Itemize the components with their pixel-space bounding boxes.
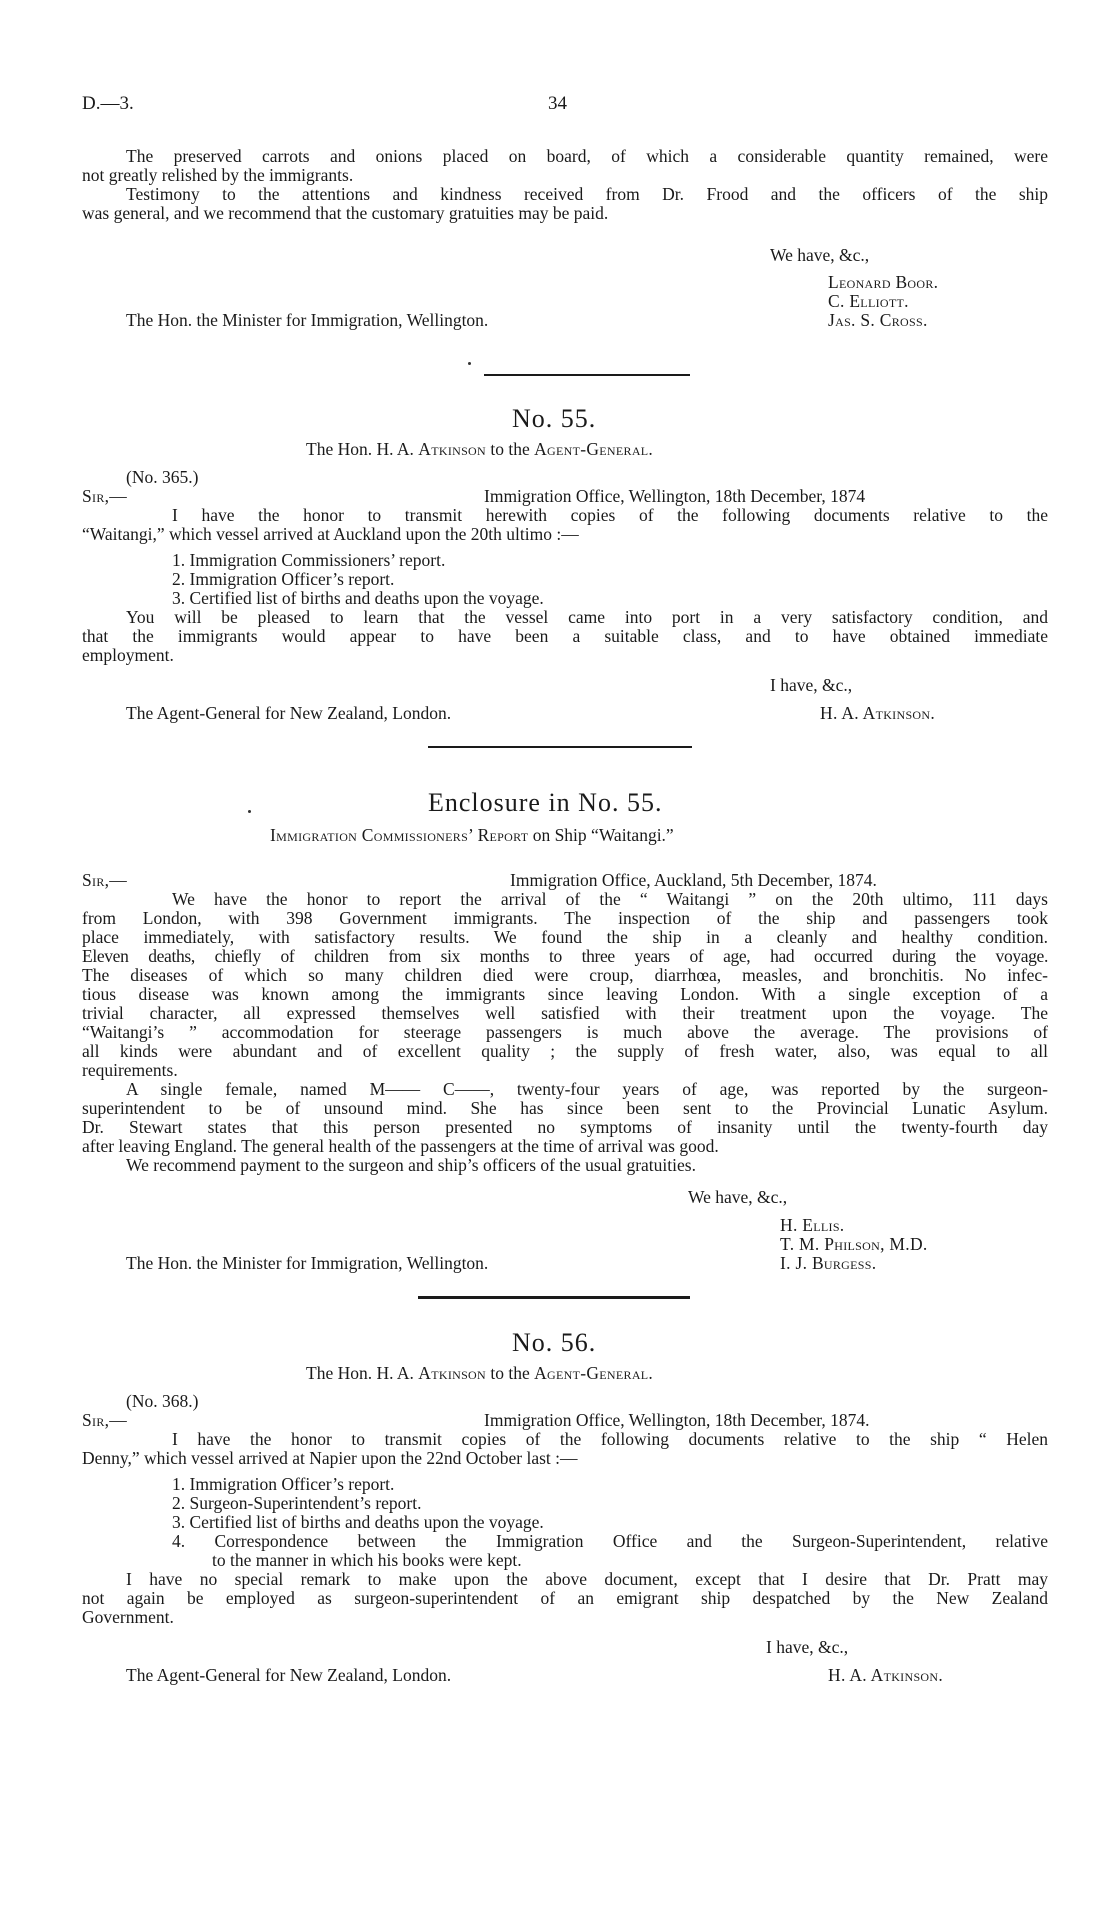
list-item: 2. Immigration Officer’s report. (172, 569, 395, 589)
paragraph-line: not greatly relished by the immigrants. (82, 165, 354, 185)
addressee: The Hon. the Minister for Immigration, Wellington. (126, 310, 489, 330)
closing: I have, &c., (770, 675, 853, 695)
paragraph-line: Eleven deaths, chiefly of children from six months to three years of age, had occurred during the voyage. (82, 946, 1048, 966)
ink-speck (468, 362, 471, 365)
location-date: Immigration Office, Wellington, 18th December, 1874. (484, 1410, 870, 1430)
paragraph-line: Denny,” which vessel arrived at Napier upon the 22nd October last :— (82, 1448, 578, 1468)
location-date: Immigration Office, Auckland, 5th December, 1874. (510, 870, 877, 890)
page-number: 34 (548, 93, 567, 114)
signatory: Leonard Boor. (828, 272, 939, 292)
signatory: C. Elliott. (828, 291, 909, 311)
divider-rule (428, 746, 692, 748)
from-prefix: The Hon. H. A. (306, 439, 414, 459)
paragraph-line: was general, and we recommend that the customary gratuities may be paid. (82, 203, 609, 223)
paragraph-line: We have the honor to report the arrival of the “ Waitangi ” on the 20th ultimo, 111 days (172, 889, 1048, 909)
paragraph-line: employment. (82, 645, 174, 665)
paragraph-line: Dr. Stewart states that this person presented no symptoms of insanity until the twenty-fourth day (82, 1117, 1048, 1137)
ink-speck (248, 810, 251, 813)
signatory: H. Ellis. (780, 1215, 845, 1235)
paragraph-line: that the immigrants would appear to have been a suitable class, and to have obtained immediate (82, 626, 1048, 646)
paragraph-line: I have the honor to transmit copies of the following documents relative to the ship “ Helen (172, 1429, 1048, 1449)
paragraph-line: trivial character, all expressed themselves well satisfied with their treatment upon the voyage. The (82, 1003, 1048, 1023)
paragraph-line: I have the honor to transmit herewith copies of the following documents relative to the (172, 505, 1048, 525)
list-item: 2. Surgeon-Superintendent’s report. (172, 1493, 422, 1513)
list-item: 4. Correspondence between the Immigration Office and the Surgeon-Superintendent, relative (172, 1531, 1048, 1551)
location-date: Immigration Office, Wellington, 18th December, 1874 (484, 486, 866, 506)
from-name: Atkinson (418, 439, 486, 459)
addressee: The Agent-General for New Zealand, London. (126, 1665, 452, 1685)
from-prefix: The Hon. H. A. (306, 1363, 414, 1383)
letter-subheading (306, 1364, 653, 1383)
divider-rule (484, 374, 690, 376)
list-item-continuation: to the manner in which his books were kept. (212, 1550, 522, 1570)
paragraph-line: A single female, named M—— C——, twenty-four years of age, was reported by the surgeon- (126, 1079, 1048, 1099)
paragraph-line: after leaving England. The general health of the passengers at the time of arrival was good. (82, 1136, 719, 1156)
closing: We have, &c., (770, 245, 870, 265)
salutation: Sir,— (82, 1410, 128, 1430)
signatory: T. M. Philson, M.D. (780, 1234, 928, 1254)
from-name: Atkinson (418, 1363, 486, 1383)
to-word: to the (490, 439, 530, 459)
signature: H. A. Atkinson. (820, 703, 936, 723)
paragraph-line: “Waitangi’s ” accommodation for steerage passengers is much above the average. The provisions of (82, 1022, 1048, 1042)
paragraph-line: place immediately, with satisfactory results. We found the ship in a cleanly and healthy condition. (82, 927, 1048, 947)
to-name: Agent-General. (534, 1363, 654, 1383)
paragraph-line: Government. (82, 1607, 174, 1627)
addressee: The Agent-General for New Zealand, London. (126, 703, 452, 723)
to-name: Agent-General. (534, 439, 654, 459)
paragraph-line: The preserved carrots and onions placed on board, of which a considerable quantity remained, were (126, 146, 1048, 166)
subheading-title: Immigration Commissioners’ Report (270, 825, 529, 845)
salutation: Sir,— (82, 870, 128, 890)
paragraph-line: requirements. (82, 1060, 178, 1080)
paragraph-line: Testimony to the attentions and kindness received from Dr. Frood and the officers of the ship (126, 184, 1048, 204)
paragraph-line: “Waitangi,” which vessel arrived at Auckland upon the 20th ultimo :— (82, 524, 579, 544)
list-item: 1. Immigration Commissioners’ report. (172, 550, 446, 570)
letter-heading: No. 56. (512, 1328, 597, 1357)
paragraph-line: You will be pleased to learn that the vessel came into port in a very satisfactory condition, and (126, 607, 1048, 627)
to-word: to the (490, 1363, 530, 1383)
enclosure-heading: Enclosure in No. 55. (428, 788, 663, 817)
list-item: 3. Certified list of births and deaths upon the voyage. (172, 1512, 544, 1532)
paragraph-line: from London, with 398 Government immigrants. The inspection of the ship and passengers took (82, 908, 1048, 928)
reference-number: (No. 368.) (126, 1391, 199, 1411)
signature: H. A. Atkinson. (828, 1665, 944, 1685)
paragraph-line: tious disease was known among the immigrants since leaving London. With a single exception of a (82, 984, 1048, 1004)
reference-number: (No. 365.) (126, 467, 199, 487)
enclosure-subheading (270, 826, 674, 845)
letter-subheading (306, 440, 653, 459)
signatory: Jas. S. Cross. (828, 310, 928, 330)
closing: I have, &c., (766, 1637, 849, 1657)
letter-heading: No. 55. (512, 404, 597, 433)
paragraph-line: not again be employed as surgeon-superintendent of an emigrant ship despatched by the New Zealand (82, 1588, 1048, 1608)
paragraph-line: all kinds were abundant and of excellent quality ; the supply of fresh water, also, was equal to all (82, 1041, 1048, 1061)
page-ref: D.—3. (82, 93, 134, 114)
divider-rule (418, 1296, 690, 1299)
subheading-ship: on Ship “Waitangi.” (532, 825, 674, 845)
closing: We have, &c., (688, 1187, 788, 1207)
paragraph-line: We recommend payment to the surgeon and ship’s officers of the usual gratuities. (126, 1155, 696, 1175)
paragraph-line: superintendent to be of unsound mind. She has since been sent to the Provincial Lunatic Asylum. (82, 1098, 1048, 1118)
signatory: I. J. Burgess. (780, 1253, 877, 1273)
addressee: The Hon. the Minister for Immigration, Wellington. (126, 1253, 489, 1273)
paragraph-line: I have no special remark to make upon the above document, except that I desire that Dr. Pratt may (126, 1569, 1048, 1589)
list-item: 1. Immigration Officer’s report. (172, 1474, 395, 1494)
paragraph-line: The diseases of which so many children died were croup, diarrhœa, measles, and bronchitis. No infec- (82, 965, 1048, 985)
list-item: 3. Certified list of births and deaths upon the voyage. (172, 588, 544, 608)
salutation: Sir,— (82, 486, 128, 506)
